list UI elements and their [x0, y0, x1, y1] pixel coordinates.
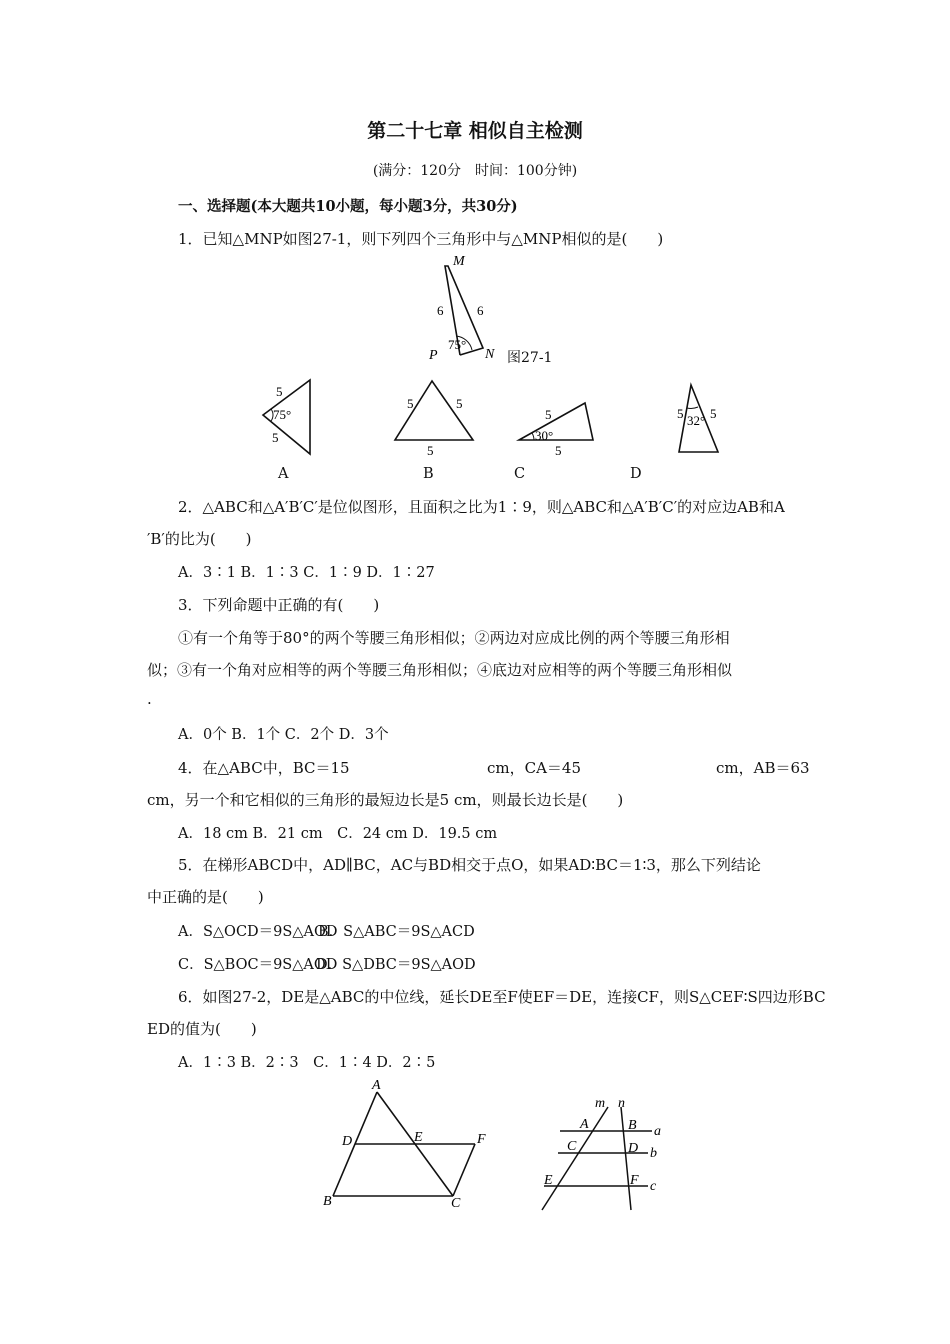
q5-option-d: D．S△DBC＝9S△AOD [316, 957, 476, 973]
fig3-label-c: C [567, 1139, 577, 1154]
side-label-right: 6 [477, 303, 484, 318]
q5-option-a: A．S△OCD＝9S△AOD [178, 924, 338, 940]
figure-caption: 图27-1 [507, 350, 553, 366]
q4-part2: cm，CA＝45 [487, 759, 582, 777]
choice-b-letter: B [423, 466, 434, 482]
choice-a-side1: 5 [276, 384, 283, 399]
figure-27-2 [315, 1075, 495, 1215]
page-subtitle: (满分：120分 时间：100分钟) [372, 163, 578, 179]
angle-label: 75° [448, 337, 467, 352]
q5-line1: 5．在梯形ABCD中，AD∥BC，AC与BD相交于点O，如果AD∶BC＝1∶3，那么下列结论 [178, 856, 761, 874]
fig2-label-d: D [342, 1134, 353, 1149]
label-p: P [429, 348, 438, 363]
fig3-line-b: b [650, 1146, 657, 1161]
choice-c-side1: 5 [545, 407, 552, 422]
q3-line3: . [147, 690, 152, 708]
q4-part3: cm，AB＝63 [716, 759, 810, 777]
fig2-label-e: E [414, 1130, 423, 1145]
fig3-label-n: n [618, 1096, 625, 1111]
fig3-label-a: A [580, 1117, 589, 1132]
figure-27-1 [420, 252, 580, 367]
q6-line1: 6．如图27-2，DE是△ABC的中位线，延长DE至F使EF＝DE，连接CF，则S△CEF∶S四边形BC [178, 988, 826, 1006]
fig2-label-c: C [451, 1196, 461, 1211]
side-label-left: 6 [437, 303, 444, 318]
fig2-label-a: A [372, 1078, 381, 1093]
choice-d-figure [673, 382, 731, 458]
triangle-c [519, 403, 593, 440]
choice-b-side3: 5 [427, 443, 434, 458]
q3-line2: 似；③有一个角对应相等的两个等腰三角形相似；④底边对应相等的两个等腰三角形相似 [147, 661, 733, 679]
choice-d-side1: 5 [677, 406, 684, 421]
q5-option-b: B．S△ABC＝9S△ACD [318, 924, 475, 940]
q3-options: A．0个 B．1个 C．2个 D．3个 [178, 727, 389, 743]
choice-a-side2: 5 [272, 430, 279, 445]
choice-b-figure [392, 378, 477, 458]
page-title: 第二十七章 相似自主检测 [367, 120, 583, 142]
q2-options: A．3∶1 B．1∶3 C．1∶9 D．1∶27 [178, 565, 435, 581]
choice-c-figure [515, 400, 600, 458]
q5-line2: 中正确的是( ) [147, 888, 264, 906]
fig3-label-e: E [544, 1173, 553, 1188]
label-n: N [485, 347, 495, 362]
fig3-line-a: a [654, 1124, 661, 1139]
q2-line2: ′B′的比为( ) [147, 530, 252, 548]
choice-a-angle: 75° [273, 407, 292, 422]
choice-c-angle: 30° [535, 428, 554, 443]
q5-option-c: C．S△BOC＝9S△AOD [178, 957, 338, 973]
section-heading: 一、选择题(本大题共10小题，每小题3分，共30分) [178, 198, 518, 215]
fig3-label-d: D [628, 1141, 639, 1156]
q4-line2: cm，另一个和它相似的三角形的最短边长是5 cm，则最长边长是( ) [147, 791, 624, 809]
choice-d-letter: D [630, 466, 642, 482]
q4-options: A．18 cm B．21 cm C．24 cm D．19.5 cm [178, 826, 498, 842]
q6-line2: ED的值为( ) [147, 1020, 257, 1038]
choice-c-side2: 5 [555, 443, 562, 458]
q3-line1: ①有一个角等于80°的两个等腰三角形相似；②两边对应成比例的两个等腰三角形相 [178, 629, 730, 647]
choice-a-letter: A [278, 466, 289, 482]
choice-d-side2: 5 [710, 406, 717, 421]
q4-part1: 4．在△ABC中，BC＝15 [178, 759, 350, 777]
q6-options: A．1∶3 B．2∶3 C．1∶4 D．2∶5 [178, 1055, 436, 1071]
q1-stem: 1．已知△MNP如图27-1，则下列四个三角形中与△MNP相似的是( ) [178, 230, 664, 248]
choice-b-side1: 5 [407, 396, 414, 411]
q2-line1: 2．△ABC和△A′B′C′是位似图形，且面积之比为1∶9，则△ABC和△A′B′C′的对应边AB和A [178, 498, 785, 516]
q3-stem: 3．下列命题中正确的有( ) [178, 596, 380, 614]
choice-c-letter: C [514, 466, 526, 482]
fig3-label-b: B [628, 1118, 637, 1133]
fig2-label-f: F [477, 1132, 486, 1147]
choice-b-side2: 5 [456, 396, 463, 411]
choice-a-figure [255, 374, 323, 456]
fig2-label-b: B [323, 1194, 332, 1209]
fig3-label-m: m [595, 1096, 606, 1111]
fig3-label-f: F [630, 1173, 639, 1188]
figure-parallel-lines [530, 1095, 695, 1213]
fig3-line-c: c [650, 1179, 657, 1194]
choice-d-angle: 32° [687, 413, 706, 428]
label-m: M [453, 254, 465, 269]
